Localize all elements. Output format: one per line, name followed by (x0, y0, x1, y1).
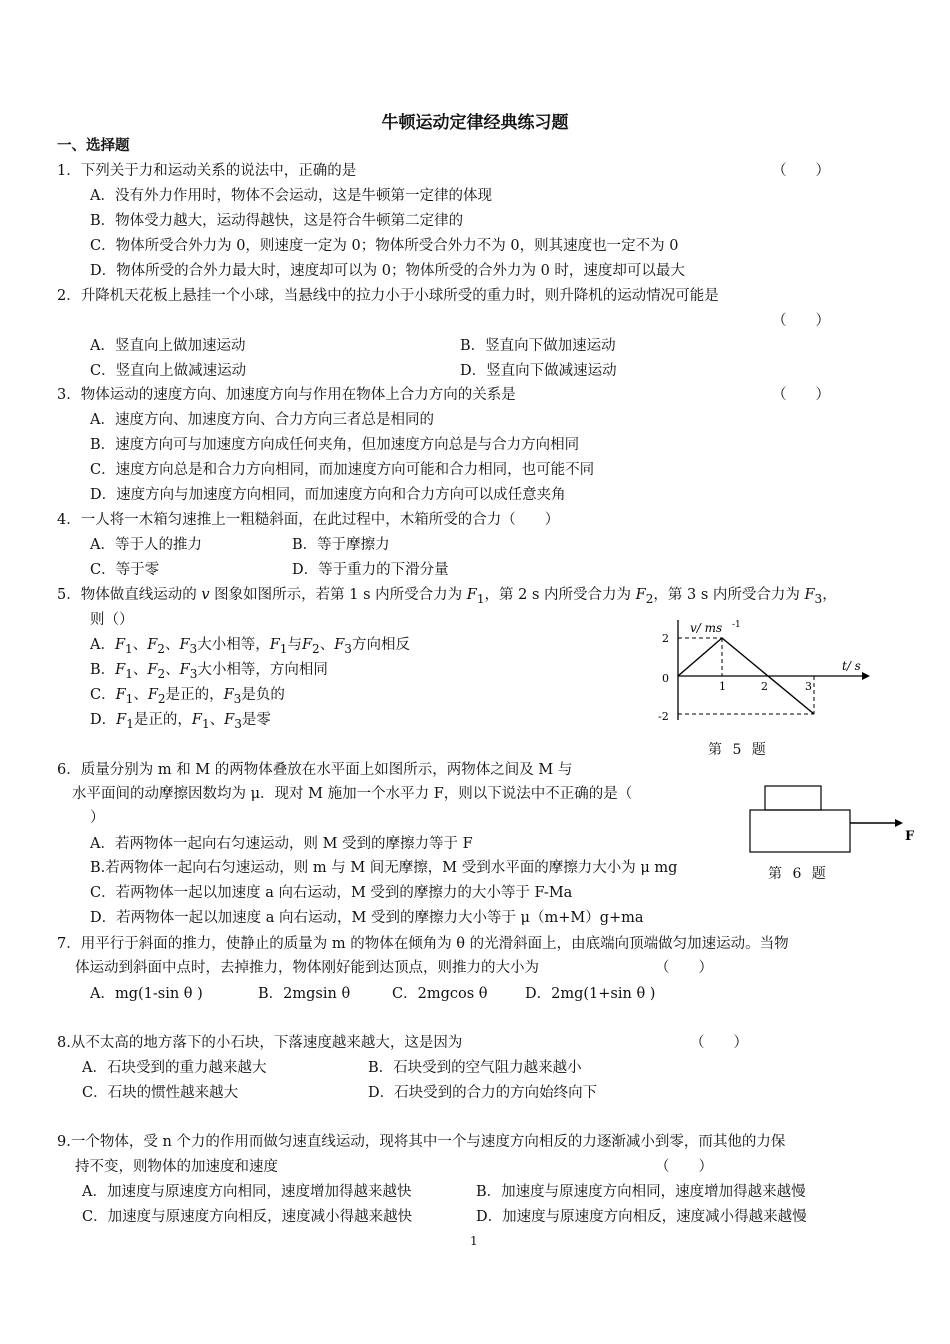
q5-stem-part: 图象如图所示，若第 1 s 内所受合力为 (214, 587, 463, 603)
sub: 3 (344, 641, 352, 656)
q5-stem-part: ，第 2 s 内所受合力为 (484, 587, 632, 603)
q2-option-d: D．竖直向下做减速运动 (460, 363, 617, 379)
sub: 1 (201, 716, 210, 731)
option-letter: A． (90, 637, 115, 653)
option-letter: B． (90, 662, 116, 678)
q7-stem-1: 7．用平行于斜面的推力，使静止的质量为 m 的物体在倾角为 θ 的光滑斜面上，由底端向顶端做匀加速运动。当物 (57, 936, 789, 952)
page-title: 牛顿运动定律经典练习题 (381, 113, 569, 133)
q5-sub: 2 (645, 591, 654, 606)
sub: 1 (279, 641, 288, 656)
f-symbol: F (115, 687, 126, 703)
q5-v-symbol: v (201, 587, 210, 603)
option-text: 大小相等， (197, 637, 270, 653)
f-symbol: F (115, 662, 126, 678)
q9-option-d: D．加速度与原速度方向相反，速度减小得越来越慢 (476, 1209, 807, 1225)
q6-option-b: B.若两物体一起向右匀速运动，则 m 与 M 间无摩擦，M 受到水平面的摩擦力大小为 μ mg (90, 860, 678, 876)
y-axis-label: v/ ms (690, 621, 723, 635)
vt-graph (650, 612, 880, 742)
q1-stem: 1．下列关于力和运动关系的说法中，正确的是 (57, 163, 357, 179)
option-letter: D． (90, 712, 117, 728)
q5-figure-caption: 第 5 题 (708, 742, 769, 758)
q7-option-b: B．2mgsin θ (258, 986, 351, 1002)
option-text: 与 (287, 637, 302, 653)
q5-stem-part: 5．物体做直线运动的 (57, 587, 197, 603)
sub: 2 (157, 691, 166, 706)
tick-y-0: 0 (662, 672, 669, 685)
q7-stem-2: 体运动到斜面中点时，去掉推力，物体刚好能到达顶点，则推力的大小为 (75, 960, 539, 976)
q4-option-c: C．等于零 (90, 562, 160, 578)
q5-stem-part: ， (822, 587, 837, 603)
option-text: 大小相等，方向相同 (197, 662, 328, 678)
f-symbol: F (223, 687, 234, 703)
sub: 2 (157, 641, 165, 656)
q6-stem-2: 水平面间的动摩擦因数均为 μ．现对 M 施加一个水平力 F，则以下说法中不正确的是（ (72, 786, 633, 802)
sep: 、 (165, 662, 180, 678)
sub: 2 (157, 666, 166, 681)
tick-x-3: 3 (805, 680, 812, 693)
q7-answer-paren: （ ） (655, 960, 713, 976)
sub: 2 (312, 641, 320, 656)
q5-stem-2: 则（） (90, 612, 134, 628)
q9-option-c: C．加速度与原速度方向相反，速度减小得越来越快 (82, 1209, 413, 1225)
sub: 1 (125, 691, 134, 706)
q6-stem-3: ） (90, 810, 105, 826)
q5-sub: 1 (476, 591, 485, 606)
sep: 、 (209, 712, 225, 728)
q2-option-c: C．竖直向上做减速运动 (90, 363, 247, 379)
t-axis-arrow-icon (862, 672, 870, 680)
f-symbol: F (334, 637, 345, 653)
sep: 、 (133, 687, 148, 703)
option-text: 是零 (241, 712, 271, 728)
q2-option-a: A．竖直向上做加速运动 (90, 338, 246, 354)
q1-answer-paren: （ ） (772, 163, 830, 179)
q5-f-symbol: F (804, 587, 815, 603)
q5-option-c (90, 685, 285, 709)
q1-option-d: D．物体所受的合外力最大时，速度却可以为 0；物体所受的合外力为 0 时，速度却可以最大 (90, 263, 685, 279)
q5-stem-part: ，第 3 s 内所受合力为 (653, 587, 800, 603)
q8-option-b: B．石块受到的空气阻力越来越小 (368, 1060, 582, 1076)
sub: 3 (234, 716, 242, 731)
q7-option-d: D．2mg(1+sin θ ) (525, 986, 656, 1002)
option-text: 是正的， (133, 712, 192, 728)
option-text: 是负的 (241, 687, 285, 703)
f-symbol: F (179, 637, 190, 653)
q8-option-a: A．石块受到的重力越来越大 (82, 1060, 267, 1076)
q9-stem-2: 持不变，则物体的加速度和速度 (75, 1159, 278, 1175)
block-m (765, 786, 821, 810)
q3-answer-paren: （ ） (772, 387, 830, 403)
q6-option-d: D．若两物体一起以加速度 a 向右运动，M 受到的摩擦力大小等于 μ（m+M）g+ma (90, 910, 644, 926)
section-heading: 一、选择题 (57, 138, 130, 154)
f-symbol: F (224, 712, 235, 728)
q4-option-b: B．等于摩擦力 (292, 537, 390, 553)
sub: 3 (233, 691, 242, 706)
f-symbol: F (179, 662, 190, 678)
sep: 、 (319, 637, 335, 653)
q7-option-a: A．mg(1-sin θ ) (90, 986, 203, 1002)
q2-answer-paren: （ ） (772, 313, 830, 329)
tick-y-2: 2 (662, 632, 669, 645)
q5-f-symbol: F (635, 587, 646, 603)
f-symbol: F (147, 687, 158, 703)
tick-y-neg2: -2 (658, 710, 669, 723)
q8-option-d: D．石块受到的合力的方向始终向下 (368, 1085, 598, 1101)
force-label: F (905, 829, 915, 844)
q3-option-b: B．速度方向可与加速度方向成任何夹角，但加速度方向总是与合力方向相同 (90, 437, 580, 453)
q5-option-a (90, 635, 410, 659)
q1-option-b: B．物体受力越大，运动得越快，这是符合牛顿第二定律的 (90, 213, 464, 229)
q5-sub: 3 (814, 591, 823, 606)
q8-answer-paren: （ ） (690, 1035, 748, 1051)
q3-stem: 3．物体运动的速度方向、加速度方向与作用在物体上合力方向的关系是 (57, 387, 516, 403)
q2-stem: 2．升降机天花板上悬挂一个小球，当悬线中的拉力小于小球所受的重力时，则升降机的运动情况可能是 (57, 288, 719, 304)
block-M (750, 810, 850, 852)
page-number: 1 (470, 1234, 478, 1248)
x-axis-label: t/ s (842, 659, 861, 673)
q9-answer-paren: （ ） (655, 1159, 713, 1175)
q3-option-d: D．速度方向与加速度方向相同，而加速度方向和合力方向可以成任意夹角 (90, 487, 566, 503)
q6-option-a: A．若两物体一起向右匀速运动，则 M 受到的摩擦力等于 F (90, 836, 473, 852)
option-text: 方向相反 (351, 637, 410, 653)
sub: 3 (189, 666, 198, 681)
q5-option-b (90, 660, 328, 684)
blocks-figure (745, 780, 935, 855)
q4-option-a: A．等于人的推力 (90, 537, 202, 553)
option-letter: C． (90, 687, 116, 703)
q3-option-c: C．速度方向总是和合力方向相同，而加速度方向可能和合力相同，也可能不同 (90, 462, 595, 478)
tick-x-2: 2 (761, 680, 768, 693)
f-symbol: F (147, 662, 158, 678)
f-symbol: F (114, 637, 126, 653)
q1-option-c: C．物体所受合外力为 0，则速度一定为 0；物体所受合外力不为 0，则其速度也一定不为 0 (90, 238, 679, 254)
f-symbol: F (301, 637, 313, 653)
sep: 、 (132, 662, 148, 678)
q6-stem-1: 6．质量分别为 m 和 M 的两物体叠放在水平面上如图所示，两物体之间及 M 与 (57, 762, 573, 778)
q9-stem-1: 9.一个物体，受 n 个力的作用而做匀速直线运动，现将其中一个与速度方向相反的力逐渐减小到零，而其他的力保 (57, 1134, 786, 1150)
sub: 1 (125, 641, 133, 656)
q5-option-d (90, 710, 271, 734)
sep: 、 (164, 637, 180, 653)
tick-x-1: 1 (719, 680, 726, 693)
q6-figure-caption: 第 6 题 (768, 866, 829, 882)
option-text: 是正的， (165, 687, 224, 703)
f-symbol: F (147, 637, 158, 653)
sep: 、 (132, 637, 148, 653)
q8-option-c: C．石块的惯性越来越大 (82, 1085, 239, 1101)
q5-stem (57, 585, 837, 609)
y-axis-unit-sup: -1 (732, 620, 741, 630)
arrow-head-icon (895, 819, 903, 827)
f-symbol: F (269, 637, 280, 653)
q9-option-b: B．加速度与原速度方向相同，速度增加得越来越慢 (476, 1184, 806, 1200)
sub: 1 (125, 666, 133, 681)
q3-option-a: A．速度方向、加速度方向、合力方向三者总是相同的 (90, 412, 434, 428)
sub: 1 (126, 716, 134, 731)
q1-option-a: A．没有外力作用时，物体不会运动，这是牛顿第一定律的体现 (90, 188, 492, 204)
sub: 3 (189, 641, 198, 656)
q9-option-a: A．加速度与原速度方向相同，速度增加得越来越快 (82, 1184, 412, 1200)
f-symbol: F (116, 712, 127, 728)
q8-stem: 8.从不太高的地方落下的小石块，下落速度越来越大，这是因为 (57, 1035, 463, 1051)
q5-f-symbol: F (466, 587, 477, 603)
q7-option-c: C．2mgcos θ (392, 986, 488, 1002)
q4-option-d: D．等于重力的下滑分量 (292, 562, 449, 578)
f-symbol: F (191, 712, 202, 728)
q2-option-b: B．竖直向下做加速运动 (460, 338, 616, 354)
q6-option-c: C．若两物体一起以加速度 a 向右运动，M 受到的摩擦力的大小等于 F-Ma (90, 885, 573, 901)
q4-stem: 4．一人将一木箱匀速推上一粗糙斜面，在此过程中，木箱所受的合力（ ） (57, 512, 560, 528)
